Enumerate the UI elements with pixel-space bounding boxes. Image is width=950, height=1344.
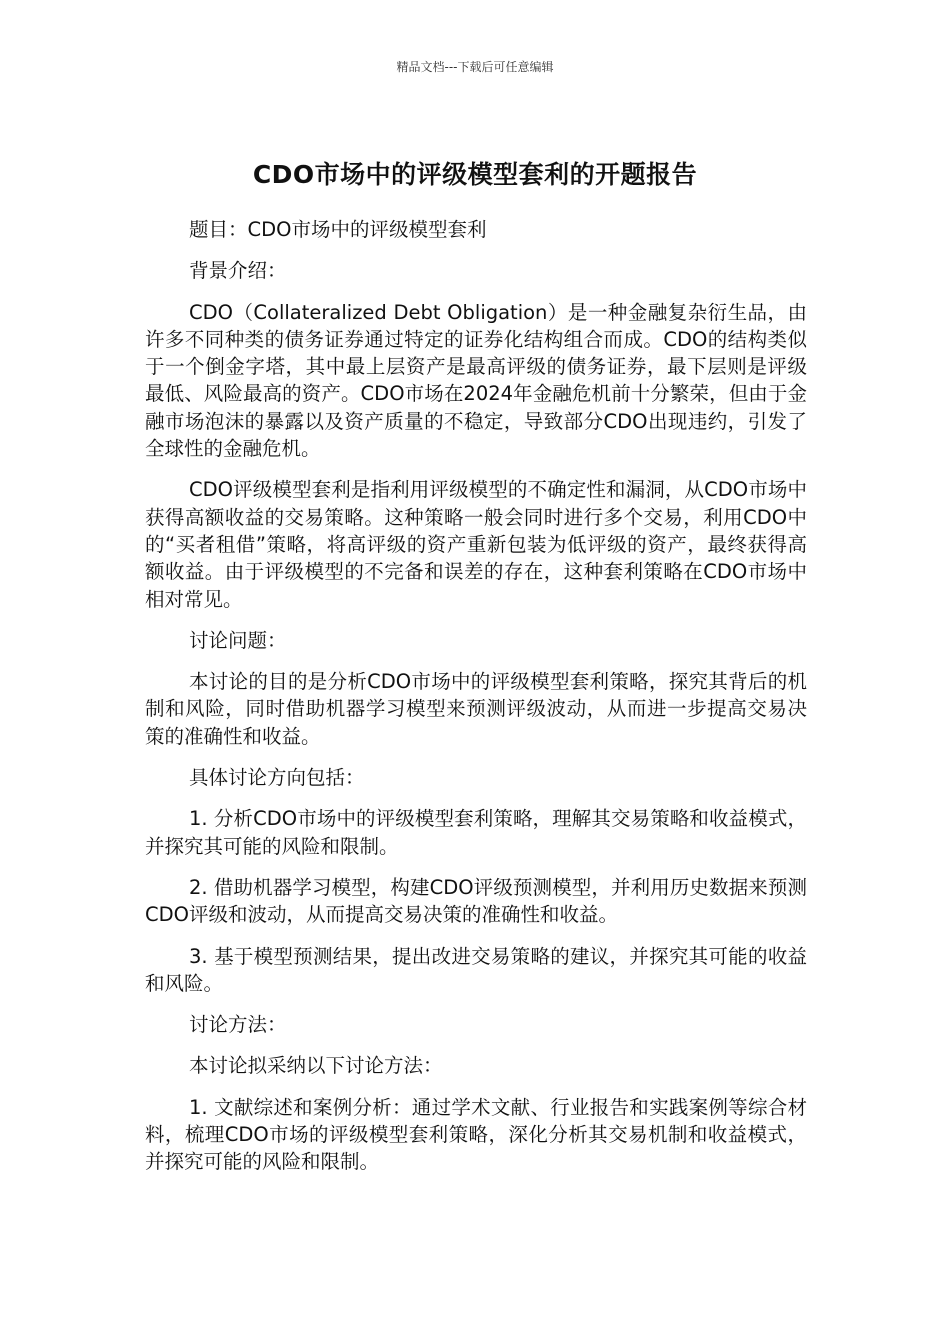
- document-title: CDO市场中的评级模型套利的开题报告: [252, 159, 698, 189]
- topic-line: 题目：CDO市场中的评级模型套利: [189, 218, 487, 241]
- background-paragraph-2: CDO评级模型套利是指利用评级模型的不确定性和漏洞，从CDO市场中获得高额收益的交易策略。这种策略一般会同时进行多个交易，利用CDO中的“买者租借”策略，将高评级的资产重新包装为低评级的资产，最终获得高额收益。由于评级模型的不完备和误差的存在，这种套利策略在CDO市场中相对常见。: [145, 478, 807, 611]
- discussion-purpose-paragraph: 本讨论的目的是分析CDO市场中的评级模型套利策略，探究其背后的机制和风险，同时借助机器学习模型来预测评级波动，从而进一步提高交易决策的准确性和收益。: [145, 670, 807, 748]
- method-item-1: 1. 文献综述和案例分析：通过学术文献、行业报告和实践案例等综合材料，梳理CDO市场的评级模型套利策略，深化分析其交易机制和收益模式，并探究可能的风险和限制。: [145, 1095, 807, 1174]
- background-paragraph-1: CDO（Collateralized Debt Obligation）是一种金融复杂衍生品，由许多不同种类的债务证券通过特定的证券化结构组合而成。CDO的结构类似于一个倒金字塔，其中最上层资产是最高评级的债务证券，最下层则是评级最低、风险最高的资产。CDO市场在2024年金融危机前十分繁荣，但由于金融市场泡沫的暴露以及资产质量的不稳定，导致部分CDO出现违约，引发了全球性的金融危机。: [145, 300, 807, 461]
- background-heading: 背景介绍：: [189, 259, 287, 283]
- direction-item-2: 2. 借助机器学习模型，构建CDO评级预测模型，并利用历史数据来预测CDO评级和波动，从而提高交易决策的准确性和收益。: [145, 875, 807, 927]
- directions-heading: 具体讨论方向包括：: [189, 766, 365, 790]
- page-header-note: 精品文档---下载后可任意编辑: [396, 60, 554, 74]
- discussion-heading: 讨论问题：: [189, 628, 287, 652]
- document-body: [145, 216, 807, 1190]
- methods-intro: 本讨论拟采纳以下讨论方法：: [189, 1054, 443, 1078]
- methods-heading: 讨论方法：: [189, 1013, 287, 1037]
- direction-item-3: 3. 基于模型预测结果，提出改进交易策略的建议，并探究其可能的收益和风险。: [145, 944, 807, 995]
- direction-item-1: 1. 分析CDO市场中的评级模型套利策略，理解其交易策略和收益模式，并探究其可能的风险和限制。: [145, 807, 807, 858]
